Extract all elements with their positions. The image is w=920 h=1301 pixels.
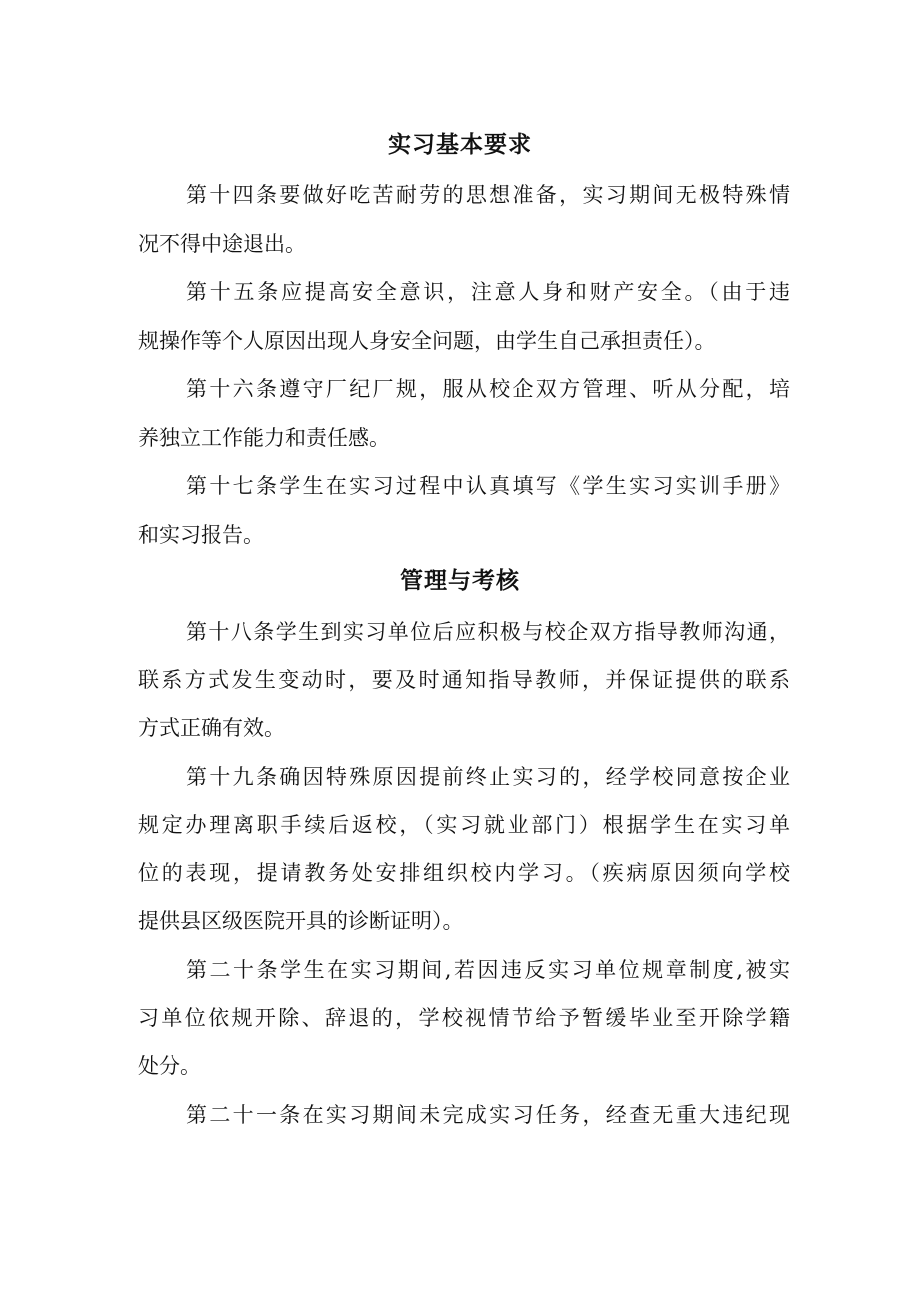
article-17-line-2: 和实习报告。 bbox=[138, 523, 264, 547]
article-17-line-1: 第十七条学生在实习过程中认真填写《学生实习实训手册》 bbox=[186, 474, 790, 498]
article-19-line-3: 位的表现，提请教务处安排组织校内学习。（疾病原因须向学校 bbox=[138, 861, 790, 885]
article-20-line-2: 习单位依规开除、辞退的，学校视情节给予暂缓毕业至开除学籍 bbox=[138, 1006, 790, 1030]
article-18-line-2: 联系方式发生变动时，要及时通知指导教师，并保证提供的联系 bbox=[138, 668, 790, 692]
article-14-line-1: 第十四条要做好吃苦耐劳的思想准备，实习期间无极特殊情 bbox=[186, 183, 790, 207]
article-16-line-1: 第十六条遵守厂纪厂规，服从校企双方管理、听从分配，培 bbox=[186, 377, 790, 401]
article-21-line-1: 第二十一条在实习期间未完成实习任务，经查无重大违纪现 bbox=[186, 1103, 790, 1127]
article-19-line-4: 提供县区级医院开具的诊断证明）。 bbox=[138, 909, 464, 933]
article-15-line-1: 第十五条应提高安全意识，注意人身和财产安全。（由于违 bbox=[186, 280, 790, 304]
article-15-line-2: 规操作等个人原因出现人身安全问题，由学生自己承担责任）。 bbox=[138, 329, 716, 353]
article-19-line-2: 规定办理离职手续后返校，（实习就业部门）根据学生在实习单 bbox=[138, 813, 790, 837]
article-16-line-2: 养独立工作能力和责任感。 bbox=[138, 426, 390, 450]
article-20-line-1: 第二十条学生在实习期间,若因违反实习单位规章制度,被实 bbox=[186, 958, 790, 982]
article-18-line-1: 第十八条学生到实习单位后应积极与校企双方指导教师沟通， bbox=[186, 620, 790, 644]
section-heading-management: 管理与考核 bbox=[400, 568, 520, 594]
article-20-line-3: 处分。 bbox=[138, 1054, 201, 1078]
article-18-line-3: 方式正确有效。 bbox=[138, 716, 285, 740]
section-heading-basic-requirements: 实习基本要求 bbox=[388, 132, 532, 158]
article-14-line-2: 况不得中途退出。 bbox=[138, 232, 306, 256]
article-19-line-1: 第十九条确因特殊原因提前终止实习的，经学校同意按企业 bbox=[186, 765, 790, 789]
